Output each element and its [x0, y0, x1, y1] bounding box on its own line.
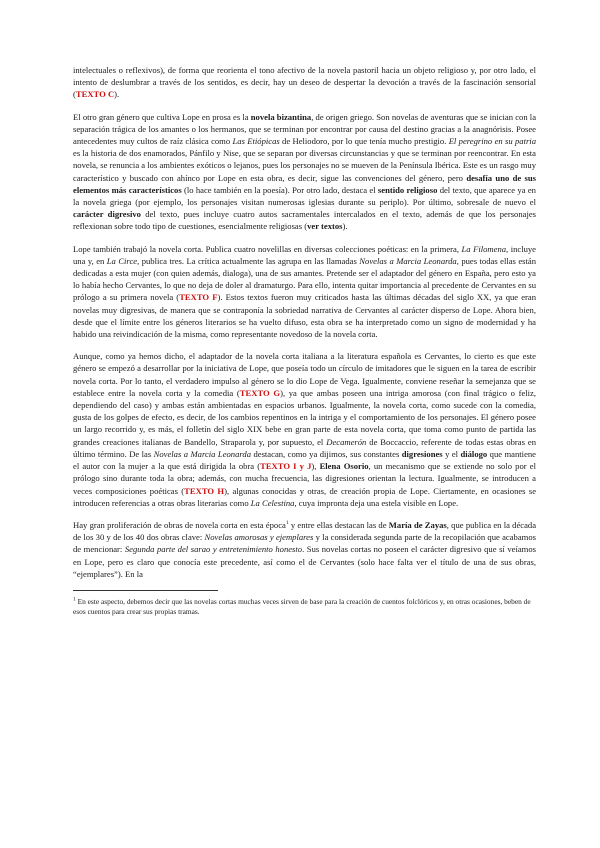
- text-run: y el: [442, 448, 461, 459]
- bold-term: Elena Osorio: [319, 461, 369, 472]
- text-run: , que publica en la década de los 30 y de los 40 dos obras clave:: [73, 519, 537, 543]
- text-run: ), ya que ambas poseen una intriga amorosa (con final trágico o feliz, dependiendo del caso) y ambas están ambientadas en espacios urbanos. Igualmente, la novela corta, como sucede con la comedia, gusta de los golpes de efecto, es decir, de los cambios repentinos en la intriga y el comportamiento de los personajes. El género posee un largo recorrido y, es más, el folletín del siglo XIX bebe en gran parte de esta novela corta, que toma como punto de partida las grandes creaciones italianas de Bandello, Straparola y, por supuesto, el: [73, 387, 537, 447]
- text-run: , cuya impronta deja una estela visible en Lope.: [294, 497, 459, 508]
- text-run: El otro gran género que cultiva Lope en prosa es la: [73, 111, 251, 122]
- text-run: del texto, que aparece ya en la novela griega (por ejemplo, los personajes visitan numerosas iglesias durante su periplo). Por último, sobresale de nuevo el: [73, 184, 536, 208]
- work-title: La Celestina: [250, 497, 295, 508]
- text-run: del texto, pues incluye cuatro autos sacramentales intercalados en el texto, además de que los personajes reflexionan sobre todo tipo de cuestiones, esencialmente religiosas (: [73, 209, 536, 232]
- text-run: (lo hace también en la poesía). Por otro lado, destaca el: [181, 184, 378, 195]
- text-run: , publica tres. La crítica actualmente las agrupa en las llamadas: [137, 255, 360, 266]
- footnote: [73, 597, 536, 618]
- text-reference-i-j: TEXTO I y J: [260, 461, 312, 472]
- bold-term: ver textos: [307, 221, 343, 232]
- text-reference-c: TEXTO C: [75, 89, 115, 100]
- text-run: ). Estos textos fueron muy criticados hasta las últimas décadas del siglo XX, ya que eran novelas muy digresivas, de manera que se contraponía la sobriedad narrativa de Cervantes al carácter disperso de Lope. Ahora bien, desde que el límite entre los géneros literarios se ha vuelto difuso, esta obra se ha interpretado como un signo de modernidad y ha habido una reivindicación de la misma, como representante novedoso de la novela corta.: [73, 292, 537, 340]
- paragraph-maria-de-zayas: [73, 519, 536, 580]
- work-title: Las Etiópicas: [232, 136, 280, 147]
- work-title: La Circe: [106, 255, 138, 266]
- footnote-number: 1: [73, 596, 76, 603]
- work-title: Segunda parte del sarao y entretenimiento honesto: [124, 544, 303, 555]
- text-run: de Boccaccio, referente de todas estas obras en último término. De las: [73, 436, 536, 459]
- paragraph-1: [73, 64, 536, 101]
- text-run: ),: [311, 461, 320, 472]
- text-run: , un mecanismo que se extiende no solo por el prólogo sino durante toda la obra; además, con mucha frecuencia, las digresiones orientan la lectura. Igualmente, se introducen a veces composiciones poéticas (: [73, 461, 536, 496]
- text-run: Hay gran proliferación de obras de novela corta en esta época: [73, 519, 286, 530]
- work-title: La Filomena: [461, 243, 507, 254]
- text-run: Lope también trabajó la novela corta. Publica cuatro novelillas en diversas colecciones poéticas: en la primera,: [73, 243, 462, 254]
- text-run: de Heliodoro, por lo que tenía mucho prestigio.: [279, 136, 449, 147]
- text-run: . Sus novelas cortas no poseen el carácter digresivo que sí veíamos en Lope, pero es claro que conocía este precedente, así como el de Cervantes (solo hace falta ver el título de una de sus obras, “ejemplares”). En la: [73, 544, 536, 579]
- bold-term: carácter digresivo: [73, 209, 141, 220]
- text-run: Aunque, como ya hemos dicho, el adaptador de la novela corta italiana a la literatura española es Cervantes, lo cierto es que este género se empezó a desarrollar por la iniciativa de Lope, que poseía todo un círculo de imitadores que le siguen en la tarea de escribir novela corta. Por lo tanto, el verdadero impulso al género se lo dio Lope de Vega. Igualmente, conviene reseñar la semejanza que se establece entre la novela corta y la comedia (: [73, 351, 536, 398]
- paragraph-novela-bizantina: [73, 111, 536, 233]
- footnote-marker[interactable]: 1: [285, 520, 289, 527]
- text-reference-h: TEXTO H: [184, 485, 225, 496]
- work-title: Decamerón: [326, 436, 367, 447]
- text-reference-g: TEXTO G: [239, 387, 281, 398]
- text-run: , pues todas ellas están dedicadas a esta mujer (con quien además, dialoga), una de sus amantes. Pretende ser el adaptador del género en España, pero esto ya lo había hecho Cervantes, lo que no deja de doler al dramaturgo. Para ello, intenta quitar importancia al precedente de Cervantes en su prólogo a su primera novela (: [73, 255, 537, 303]
- paragraph-novela-corta-italiana: [73, 350, 536, 509]
- text-run: ), algunas conocidas y otras, de creación propia de Lope. Ciertamente, en ocasiones se introducen referencias a otras obras literarias como: [73, 485, 537, 508]
- bold-term: diálogo: [460, 448, 488, 459]
- text-run: y entre ellas destacan las de: [288, 519, 389, 530]
- text-run: destacan, como ya dijimos, sus constantes: [251, 448, 402, 459]
- work-title: Novelas amorosas y ejemplares: [204, 532, 314, 543]
- work-title: Novelas a Marcia Leonarda: [359, 255, 457, 266]
- text-run: intelectuales o reflexivos), de forma que reorienta el tono afectivo de la novela pastoril hacia un objeto religioso y, por otro lado, el intento de deslumbrar a través de los sentidos, es decir, hay un deseo de despertar la devoción a través de la fascinación sensorial (: [73, 65, 536, 100]
- paragraph-novela-corta-lope: [73, 243, 536, 341]
- bold-term: sentido religioso: [377, 184, 438, 195]
- bold-term: María de Zayas: [388, 519, 447, 530]
- text-run: , incluye una y, en: [73, 243, 536, 266]
- footnote-text: En este aspecto, debemos decir que las novelas cortas muchas veces sirven de base para la creación de cuentos folclóricos y, en otras ocasiones, beben de esos cuentos para crear sus propias tramas.: [73, 596, 531, 617]
- text-reference-f: TEXTO F: [179, 292, 218, 303]
- text-run: , de origen griego. Son novelas de aventuras que se inician con la separación trágica de los amantes o los hermanos, que se terminan por encontrar por causa del destino gracias a la anagnórisis. Posee antecedentes muy cultos de raíz clásica como: [73, 111, 537, 147]
- text-run: ).: [114, 89, 120, 100]
- bold-term: digresiones: [401, 448, 443, 459]
- text-run: y la considerada segunda parte de la recopilación que acabamos de mencionar:: [73, 532, 536, 555]
- text-run: que mantiene el autor con la mujer a la que está dirigida la obra (: [73, 448, 536, 472]
- text-run: ).: [342, 221, 348, 232]
- bold-term: desafía uno de sus elementos más característicos: [73, 172, 536, 195]
- footnote-divider: [73, 590, 218, 591]
- bold-term: novela bizantina: [250, 111, 312, 122]
- work-title: El peregrino en su patria: [448, 136, 536, 147]
- text-run: es la historia de dos enamorados, Pánfilo y Nise, que se separan por diversas circunstancias y que se terminan por reencontrar. En esta novela, se renuncia a los ambientes exóticos o lejanos, pues los personajes no se mueven de la Península Ibérica. Este es un rasgo muy característico y buscado con ahínco por Lope en esta obra, es decir, sigue las convenciones del género, pero: [73, 148, 536, 183]
- work-title: Novelas a Marcia Leonarda: [153, 448, 252, 459]
